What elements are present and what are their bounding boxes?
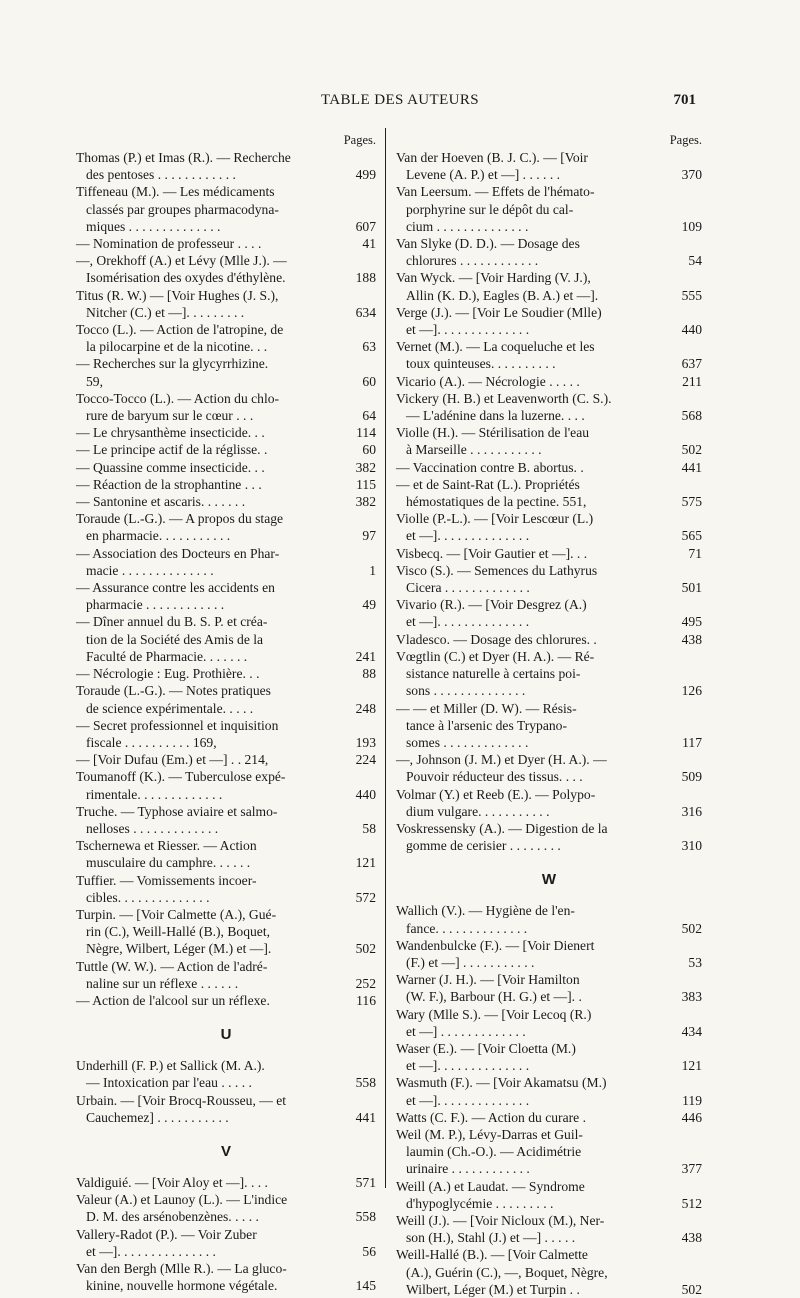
entry-page: 502 [681, 1281, 702, 1297]
entry-page: 119 [682, 1092, 702, 1108]
index-entry [76, 768, 376, 802]
entry-line: rin (C.), Weill-Hallé (B.), Boquet, [86, 924, 271, 940]
entry-page: 565 [681, 528, 702, 544]
index-entry [396, 424, 702, 458]
entry-page: 60 [362, 442, 376, 458]
entry-line: miques . . . . . . . . . . . . . . [86, 218, 221, 234]
entry-line: Violle (P.-L.). — [Voir Lescœur (L.) [396, 511, 594, 527]
index-entry [396, 1246, 702, 1298]
index-entry [76, 424, 376, 441]
entry-line: et —]. . . . . . . . . . . . . . [406, 528, 530, 544]
entry-line: son (H.), Stahl (J.) et —] . . . . . [406, 1230, 576, 1246]
entry-page: 441 [355, 1109, 376, 1125]
index-entry [76, 252, 376, 286]
entry-line: Weill (A.) et Laudat. — Syndrome [396, 1178, 585, 1194]
index-entry [396, 820, 702, 854]
entry-page: 121 [681, 1058, 702, 1074]
entry-line: des pentoses . . . . . . . . . . . . [86, 167, 236, 183]
entry-line: Vicario (A.). — Nécrologie . . . . . [396, 373, 580, 389]
entry-page: 509 [681, 769, 702, 785]
entry-line: — Association des Docteurs en Phar- [76, 545, 280, 561]
entry-page: 382 [355, 494, 376, 510]
entry-line: — [Voir Dufau (Em.) et —] . . 214, [76, 752, 269, 768]
entry-line: urinaire . . . . . . . . . . . . [406, 1161, 530, 1177]
entry-page: 568 [681, 408, 702, 424]
entry-page: 607 [355, 218, 376, 234]
entry-line: Valdiguié. — [Voir Aloy et —]. . . . [76, 1174, 268, 1190]
entry-line: pharmacie . . . . . . . . . . . . [86, 597, 225, 613]
entry-page: 224 [355, 752, 376, 768]
entry-page: 248 [355, 700, 376, 716]
entry-line: porphyrine sur le dépôt du cal- [406, 201, 574, 217]
index-entry [396, 971, 702, 1005]
index-entry [396, 648, 702, 700]
entry-line: Toraude (L.-G.). — A propos du stage [76, 511, 284, 527]
entry-line: Vernet (M.). — La coqueluche et les [396, 339, 595, 355]
entry-line: — Santonine et ascaris. . . . . . . [76, 494, 246, 510]
section-letter: W [541, 871, 557, 889]
index-entry [396, 751, 702, 785]
entry-line: — Réaction de la strophantine . . . [76, 476, 262, 492]
entry-line: et —] . . . . . . . . . . . . . [406, 1023, 526, 1039]
right-column [396, 132, 702, 1298]
index-entry [76, 803, 376, 837]
entry-line: Pouvoir réducteur des tissus. . . . [406, 769, 583, 785]
entry-page: 1 [369, 562, 376, 578]
index-entry [396, 786, 702, 820]
index-entry [76, 717, 376, 751]
running-header [0, 92, 800, 116]
entry-line: Urbain. — [Voir Brocq-Rousseu, — et [76, 1092, 287, 1108]
entry-page: 575 [681, 494, 702, 510]
index-entry [76, 1092, 376, 1126]
index-entry [396, 183, 702, 235]
entry-page: 434 [681, 1023, 702, 1039]
entry-line: rure de baryum sur le cœur . . . [86, 408, 254, 424]
index-entry [76, 441, 376, 458]
index-entry [76, 906, 376, 958]
entry-line: Tocco (L.). — Action de l'atropine, de [76, 322, 284, 338]
index-entry [76, 958, 376, 992]
entry-line: 59, [86, 373, 103, 389]
index-entry [396, 1006, 702, 1040]
entry-line: Waser (E.). — [Voir Cloetta (M.) [396, 1040, 576, 1056]
entry-page: 377 [681, 1161, 702, 1177]
entry-line: — Nécrologie : Eug. Prothière. . . [76, 666, 260, 682]
index-entry [76, 682, 376, 716]
entry-line: Visbecq. — [Voir Gautier et —]. . . [396, 545, 588, 561]
entry-line: fiscale . . . . . . . . . . 169, [86, 734, 217, 750]
entry-page: 441 [681, 459, 702, 475]
entry-line: Van Wyck. — [Voir Harding (V. J.), [396, 270, 591, 286]
entry-line: Thomas (P.) et Imas (R.). — Recherche [76, 150, 291, 165]
index-entry [76, 459, 376, 476]
entry-line: tion de la Société des Amis de la [86, 631, 264, 647]
entry-page: 54 [688, 253, 702, 269]
entry-page: 634 [355, 304, 376, 320]
page-number: 701 [673, 92, 696, 108]
entry-page: 252 [355, 975, 376, 991]
entry-page: 370 [681, 167, 702, 183]
entry-line: tance à l'arsenic des Trypano- [406, 717, 567, 733]
entry-page: 555 [681, 287, 702, 303]
entry-line: Vickery (H. B.) et Leavenworth (C. S.). [396, 390, 612, 406]
entry-page: 502 [681, 920, 702, 936]
entry-page: 495 [681, 614, 702, 630]
entry-page: 49 [362, 597, 376, 613]
entry-line: Toumanoff (K.). — Tuberculose expé- [76, 769, 286, 785]
entry-line: Tiffeneau (M.). — Les médicaments [76, 184, 275, 200]
index-entry [396, 545, 702, 562]
index-entry [396, 1109, 702, 1126]
section-letter: U [220, 1026, 232, 1044]
index-entry [396, 631, 702, 648]
entry-line: Voskressensky (A.). — Digestion de la [396, 820, 608, 836]
entry-line: — Intoxication par l'eau . . . . . [86, 1075, 252, 1091]
index-entry [76, 579, 376, 613]
column-divider [385, 128, 386, 1188]
entry-page: 88 [362, 666, 376, 682]
entry-line: Volmar (Y.) et Reeb (E.). — Polypo- [396, 786, 596, 802]
section-letter: V [220, 1142, 231, 1160]
index-entry [396, 304, 702, 338]
entry-line: —, Orekhoff (A.) et Lévy (Mlle J.). — [76, 253, 287, 269]
entry-line: cibles. . . . . . . . . . . . . . [86, 889, 210, 905]
entry-page: 211 [682, 373, 702, 389]
index-entry [396, 1212, 702, 1246]
index-entry [76, 235, 376, 252]
entry-line: — Vaccination contre B. abortus. . [396, 459, 584, 475]
entry-page: 121 [355, 855, 376, 871]
entry-line: et —]. . . . . . . . . . . . . . [406, 322, 530, 338]
entry-line: Isomérisation des oxydes d'éthylène. [86, 270, 286, 286]
entry-line: Tuttle (W. W.). — Action de l'adré- [76, 958, 268, 974]
entry-line: D. M. des arsénobenzènes. . . . . [86, 1209, 259, 1225]
index-entry [396, 700, 702, 752]
index-entry [76, 1174, 376, 1191]
entry-line: nelloses . . . . . . . . . . . . . [86, 820, 219, 836]
entry-line: dium vulgare. . . . . . . . . . . [406, 803, 550, 819]
entry-line: Nègre, Wilbert, Léger (M.) et —]. [86, 941, 272, 957]
entry-line: la pilocarpine et de la nicotine. . . [86, 339, 268, 355]
entry-page: 383 [681, 989, 702, 1005]
index-entry [396, 149, 702, 183]
index-entry [396, 937, 702, 971]
left-column [76, 132, 376, 1294]
entry-line: — Nomination de professeur . . . . [76, 236, 262, 252]
entry-line: naline sur un réflexe . . . . . . [86, 975, 239, 991]
entry-line: — Le chrysanthème insecticide. . . [76, 425, 265, 441]
entry-line: Warner (J. H.). — [Voir Hamilton [396, 972, 580, 988]
entry-page: 512 [681, 1195, 702, 1211]
index-entry [76, 1191, 376, 1225]
entry-line: en pharmacie. . . . . . . . . . . [86, 528, 231, 544]
entry-page: 637 [681, 356, 702, 372]
entry-line: — Recherches sur la glycyrrhizine. [76, 356, 269, 372]
index-entry [76, 545, 376, 579]
entry-line: kinine, nouvelle hormone végétale. [86, 1278, 278, 1294]
entry-line: Watts (C. F.). — Action du curare . [396, 1109, 586, 1125]
index-entry [76, 1057, 376, 1091]
index-entry [396, 373, 702, 390]
index-entry [396, 510, 702, 544]
entry-page: 126 [681, 683, 702, 699]
entry-page: 41 [362, 236, 376, 252]
entry-page: 438 [681, 1230, 702, 1246]
entry-line: Tocco-Tocco (L.). — Action du chlo- [76, 390, 280, 406]
entry-page: 241 [355, 648, 376, 664]
entry-line: Weil (M. P.), Lévy-Darras et Guil- [396, 1126, 583, 1142]
entry-line: Titus (R. W.) — [Voir Hughes (J. S.), [76, 287, 279, 303]
entry-page: 109 [681, 218, 702, 234]
entry-page: 71 [688, 545, 702, 561]
index-entry [396, 338, 702, 372]
index-entry [76, 1226, 376, 1260]
entry-line: — Quassine comme insecticide. . . [76, 459, 265, 475]
entry-line: et —]. . . . . . . . . . . . . . [406, 1092, 530, 1108]
index-entry [396, 459, 702, 476]
entry-line: Violle (H.). — Stérilisation de l'eau [396, 425, 590, 441]
index-entry [396, 596, 702, 630]
entry-line: — Assurance contre les accidents en [76, 580, 275, 596]
entry-line: — et de Saint-Rat (L.). Propriétés [396, 476, 580, 492]
index-entry [76, 992, 376, 1009]
entry-line: — Dîner annuel du B. S. P. et créa- [76, 614, 268, 630]
entry-line: Turpin. — [Voir Calmette (A.), Gué- [76, 906, 277, 922]
entry-line: Tschernewa et Riesser. — Action [76, 838, 257, 854]
entry-page: 64 [362, 408, 376, 424]
index-entry [396, 476, 702, 510]
page-title: TABLE DES AUTEURS [320, 92, 480, 108]
entry-line: Vladesco. — Dosage des chlorures. . [396, 631, 597, 647]
entry-line: Underhill (F. P.) et Sallick (M. A.). [76, 1058, 265, 1074]
entry-page: 60 [362, 373, 376, 389]
index-entry [76, 287, 376, 321]
entry-page: 116 [356, 992, 376, 1008]
entry-page: 440 [681, 322, 702, 338]
index-entry [76, 355, 376, 389]
entry-line: hémostatiques de la pectine. 551, [406, 494, 587, 510]
entry-line: — Secret professionnel et inquisition [76, 717, 279, 733]
entry-page: 572 [355, 889, 376, 905]
entry-page: 558 [355, 1075, 376, 1091]
entry-page: 558 [355, 1209, 376, 1225]
entry-line: Valeur (A.) et Launoy (L.). — L'indice [76, 1192, 288, 1208]
entry-line: Truche. — Typhose aviaire et salmo- [76, 803, 278, 819]
entry-line: —, Johnson (J. M.) et Dyer (H. A.). — [396, 752, 607, 768]
entry-line: classés par groupes pharmacodyna- [86, 201, 279, 217]
index-entry [396, 1178, 702, 1212]
entry-line: Cauchemez] . . . . . . . . . . . [86, 1109, 229, 1125]
entry-line: sons . . . . . . . . . . . . . . [406, 683, 526, 699]
entry-page: 193 [355, 734, 376, 750]
entry-line: à Marseille . . . . . . . . . . . [406, 442, 542, 458]
entry-line: Van den Bergh (Mlle R.). — La gluco- [76, 1260, 287, 1276]
entry-page: 446 [681, 1109, 702, 1125]
entry-page: 188 [355, 270, 376, 286]
entry-line: (W. F.), Barbour (H. G.) et —]. . [406, 989, 582, 1005]
entry-line: fance. . . . . . . . . . . . . . [406, 920, 528, 936]
index-entry [396, 390, 702, 424]
entry-page: 501 [681, 580, 702, 596]
entry-line: et —]. . . . . . . . . . . . . . [406, 614, 530, 630]
entry-page: 145 [355, 1278, 376, 1294]
entry-line: gomme de cerisier . . . . . . . . [406, 838, 561, 854]
entry-page: 316 [681, 803, 702, 819]
index-entry [76, 837, 376, 871]
entry-line: musculaire du camphre. . . . . . [86, 855, 251, 871]
entry-line: Van der Hoeven (B. J. C.). — [Voir [396, 150, 588, 165]
entry-page: 502 [355, 941, 376, 957]
entry-page: 58 [362, 820, 376, 836]
entry-line: toux quinteuses. . . . . . . . . . [406, 356, 556, 372]
entry-line: rimentale. . . . . . . . . . . . . [86, 786, 223, 802]
entry-line: Toraude (L.-G.). — Notes pratiques [76, 683, 271, 699]
entry-page: 571 [355, 1174, 376, 1190]
entry-line: Wary (Mlle S.). — [Voir Lecoq (R.) [396, 1006, 592, 1022]
index-entry [76, 476, 376, 493]
entry-page: 499 [355, 167, 376, 183]
entry-line: Cicera . . . . . . . . . . . . . [406, 580, 530, 596]
entry-page: 53 [688, 954, 702, 970]
index-entry [76, 510, 376, 544]
entry-line: Faculté de Pharmacie. . . . . . . [86, 648, 248, 664]
index-entry [396, 902, 702, 936]
entry-line: — L'adénine dans la luzerne. . . . [406, 408, 585, 424]
entry-line: Tuffier. — Vomissements incoer- [76, 872, 257, 888]
entry-page: 310 [681, 838, 702, 854]
entry-page: 63 [362, 339, 376, 355]
entry-line: — Action de l'alcool sur un réflexe. [76, 992, 270, 1008]
entry-line: macie . . . . . . . . . . . . . . [86, 562, 214, 578]
index-entry [76, 149, 376, 183]
pages-label: Pages. [343, 133, 376, 147]
index-entry [76, 183, 376, 235]
entry-page: 97 [362, 528, 376, 544]
entry-line: Van Leersum. — Effets de l'hémato- [396, 184, 595, 200]
entry-line: Van Slyke (D. D.). — Dosage des [396, 236, 580, 252]
entry-line: d'hypoglycémie . . . . . . . . . [406, 1195, 554, 1211]
entry-line: chlorures . . . . . . . . . . . . [406, 253, 539, 269]
entry-page: 438 [681, 631, 702, 647]
entry-line: Visco (S.). — Semences du Lathyrus [396, 562, 598, 578]
index-entry [396, 1040, 702, 1074]
entry-line: Vœgtlin (C.) et Dyer (H. A.). — Ré- [396, 648, 595, 664]
entry-page: 114 [356, 425, 376, 441]
index-entry [396, 562, 702, 596]
entry-line: sistance naturelle à certains poi- [406, 666, 581, 682]
entry-line: Nitcher (C.) et —]. . . . . . . . . [86, 304, 245, 320]
entry-line: Weill (J.). — [Voir Nicloux (M.), Ner- [396, 1212, 605, 1228]
entry-page: 117 [682, 734, 702, 750]
entry-line: et —]. . . . . . . . . . . . . . . [86, 1243, 216, 1259]
entry-line: cium . . . . . . . . . . . . . . [406, 218, 529, 234]
entry-line: Levene (A. P.) et —] . . . . . . [406, 167, 561, 183]
entry-line: — Le principe actif de la réglisse. . [76, 442, 268, 458]
index-entry [76, 613, 376, 665]
entry-line: (F.) et —] . . . . . . . . . . . [406, 954, 535, 970]
entry-line: et —]. . . . . . . . . . . . . . [406, 1058, 530, 1074]
entry-line: (A.), Guérin (C.), —, Boquet, Nègre, [406, 1264, 608, 1280]
entry-line: Verge (J.). — [Voir Le Soudier (Mlle) [396, 304, 602, 320]
entry-page: 115 [356, 476, 376, 492]
entry-line: laumin (Ch.-O.). — Acidimétrie [406, 1144, 582, 1160]
index-entry [76, 321, 376, 355]
entry-page: 440 [355, 786, 376, 802]
index-entry [76, 493, 376, 510]
entry-line: de science expérimentale. . . . . [86, 700, 254, 716]
entry-page: 502 [681, 442, 702, 458]
index-entry [76, 751, 376, 768]
pages-label-right: Pages. [669, 133, 702, 147]
index-entry [396, 1126, 702, 1178]
index-entry [76, 665, 376, 682]
entry-line: somes . . . . . . . . . . . . . [406, 734, 529, 750]
index-entry [396, 269, 702, 303]
entry-line: Wallich (V.). — Hygiène de l'en- [396, 903, 575, 919]
entry-line: Wasmuth (F.). — [Voir Akamatsu (M.) [396, 1075, 607, 1091]
index-entry [396, 1074, 702, 1108]
index-entry [76, 390, 376, 424]
entry-page: 56 [362, 1243, 376, 1259]
entry-line: Wandenbulcke (F.). — [Voir Dienert [396, 937, 595, 953]
index-entry [396, 235, 702, 269]
index-entry [76, 1260, 376, 1294]
entry-line: Wilbert, Léger (M.) et Turpin . . [406, 1281, 580, 1297]
entry-line: — — et Miller (D. W). — Résis- [396, 700, 577, 716]
entry-line: Allin (K. D.), Eagles (B. A.) et —]. [406, 287, 599, 303]
entry-page: 382 [355, 459, 376, 475]
index-entry [76, 872, 376, 906]
entry-line: Vivario (R.). — [Voir Desgrez (A.) [396, 597, 587, 613]
entry-line: Weill-Hallé (B.). — [Voir Calmette [396, 1247, 588, 1263]
entry-line: Vallery-Radot (P.). — Voir Zuber [76, 1226, 257, 1242]
